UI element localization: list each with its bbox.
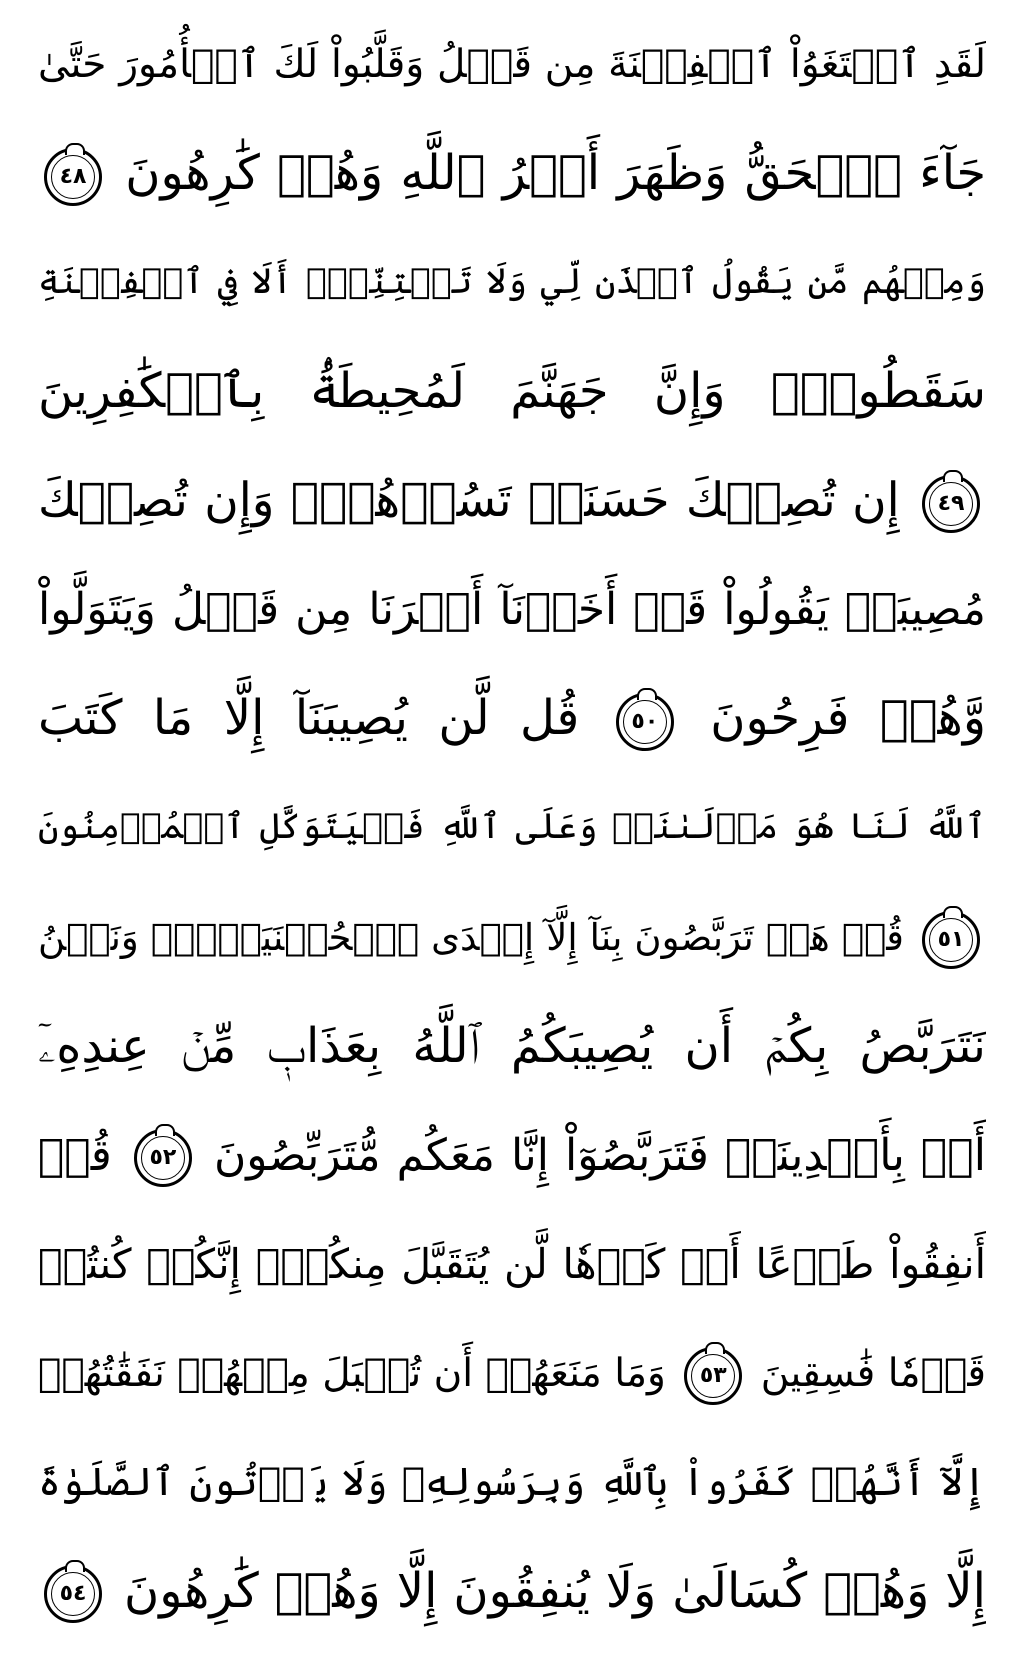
text-line — [38, 996, 986, 1097]
verse-text: مُصِيبَةٞ يَقُولُواْ قَدۡ أَخَذۡنَآ أَمۡرَنَا مِن قَبۡلُ وَيَتَوَلَّواْ — [38, 584, 986, 636]
verse-text: إِلَّآ أَنَّهُمۡ كَفَرُواْ بِٱللَّهِ وَبِرَسُولِهِۦ وَلَا يَأۡتُونَ ٱلصَّلَوٰةَ — [38, 1459, 986, 1505]
verse-text: قُلۡ هَلۡ تَرَبَّصُونَ بِنَآ إِلَّآ إِحۡدَى ٱلۡحُسۡنَيَيۡنِۖ وَنَحۡنُ — [38, 915, 904, 959]
verse-text: جَآءَ ٱلۡحَقُّ وَظَهَرَ أَمۡرُ ٱللَّهِ وَهُمۡ كَٰرِهُونَ — [125, 145, 986, 202]
text-line — [38, 14, 986, 115]
verse-text: قُل لَّن يُصِيبَنَآ إِلَّا مَا كَتَبَ — [38, 690, 580, 747]
text-line — [38, 777, 986, 878]
ayah-number-marker: ٤٩ — [922, 475, 980, 533]
verse-lines — [38, 14, 986, 1642]
text-line — [38, 1105, 986, 1206]
verse-text: وَمَا مَنَعَهُمۡ أَن تُقۡبَلَ مِنۡهُمۡ نَفَقَٰتُهُمۡ — [38, 1350, 666, 1396]
verse-text: نَتَرَبَّصُ بِكُمۡ أَن يُصِيبَكُمُ ٱللَّهُ بِعَذَابٖ مِّنۡ عِندِهِۦٓ — [38, 1017, 986, 1074]
verse-text: قُلۡ — [38, 1129, 112, 1181]
text-line — [38, 232, 986, 333]
ayah-number-marker: ٥٢ — [134, 1129, 192, 1187]
verse-text: وَّهُمۡ فَرِحُونَ — [710, 690, 986, 747]
ayah-number-marker: ٥٣ — [684, 1347, 742, 1405]
verse-text: أَنفِقُواْ طَوۡعًا أَوۡ كَرۡهٗا لَّن يُتَقَبَّلَ مِنكُمۡۖ إِنَّكُمۡ كُنتُمۡ — [38, 1239, 986, 1288]
text-line — [38, 1432, 986, 1533]
verse-text: سَقَطُواْۗ وَإِنَّ جَهَنَّمَ لَمُحِيطَةُۢ بِٱلۡكَٰفِرِينَ — [38, 363, 986, 420]
verse-text: إِن تُصِبۡكَ حَسَنَةٞ تَسُؤۡهُمۡۖ وَإِن تُصِبۡكَ — [38, 473, 900, 529]
text-line — [38, 668, 986, 769]
verse-text: وَمِنۡهُم مَّن يَقُولُ ٱئۡذَن لِّي وَلَا تَفۡتِنِّيٓۚ أَلَا فِي ٱلۡفِتۡنَةِ — [38, 262, 986, 303]
verse-text: قَوۡمٗا فَٰسِقِينَ — [760, 1350, 986, 1396]
ayah-number-marker: ٥٤ — [44, 1565, 102, 1623]
ayah-number-marker: ٤٨ — [44, 148, 102, 206]
text-line — [38, 123, 986, 224]
text-line — [38, 341, 986, 442]
verse-text: ٱللَّهُ لَنَا هُوَ مَوۡلَىٰنَاۚ وَعَلَى ٱللَّهِ فَلۡيَتَوَكَّلِ ٱلۡمُؤۡمِنُونَ — [38, 807, 986, 848]
verse-text: أَوۡ بِأَيۡدِينَاۖ فَتَرَبَّصُوٓاْ إِنَّا مَعَكُم مُّتَرَبِّصُونَ — [213, 1129, 986, 1181]
text-line — [38, 1541, 986, 1642]
ayah-number-marker: ٥٠ — [616, 693, 674, 751]
text-line — [38, 559, 986, 660]
verse-text: إِلَّا وَهُمۡ كُسَالَىٰ وَلَا يُنفِقُونَ إِلَّا وَهُمۡ كَٰرِهُونَ — [123, 1562, 986, 1619]
text-line — [38, 1323, 986, 1424]
verse-text: لَقَدِ ٱبۡتَغَوُاْ ٱلۡفِتۡنَةَ مِن قَبۡلُ وَقَلَّبُواْ لَكَ ٱلۡأُمُورَ حَتَّىٰ — [38, 42, 986, 87]
text-line — [38, 450, 986, 551]
text-line — [38, 1214, 986, 1315]
ayah-number-marker: ٥١ — [922, 911, 980, 969]
text-line — [38, 887, 986, 988]
